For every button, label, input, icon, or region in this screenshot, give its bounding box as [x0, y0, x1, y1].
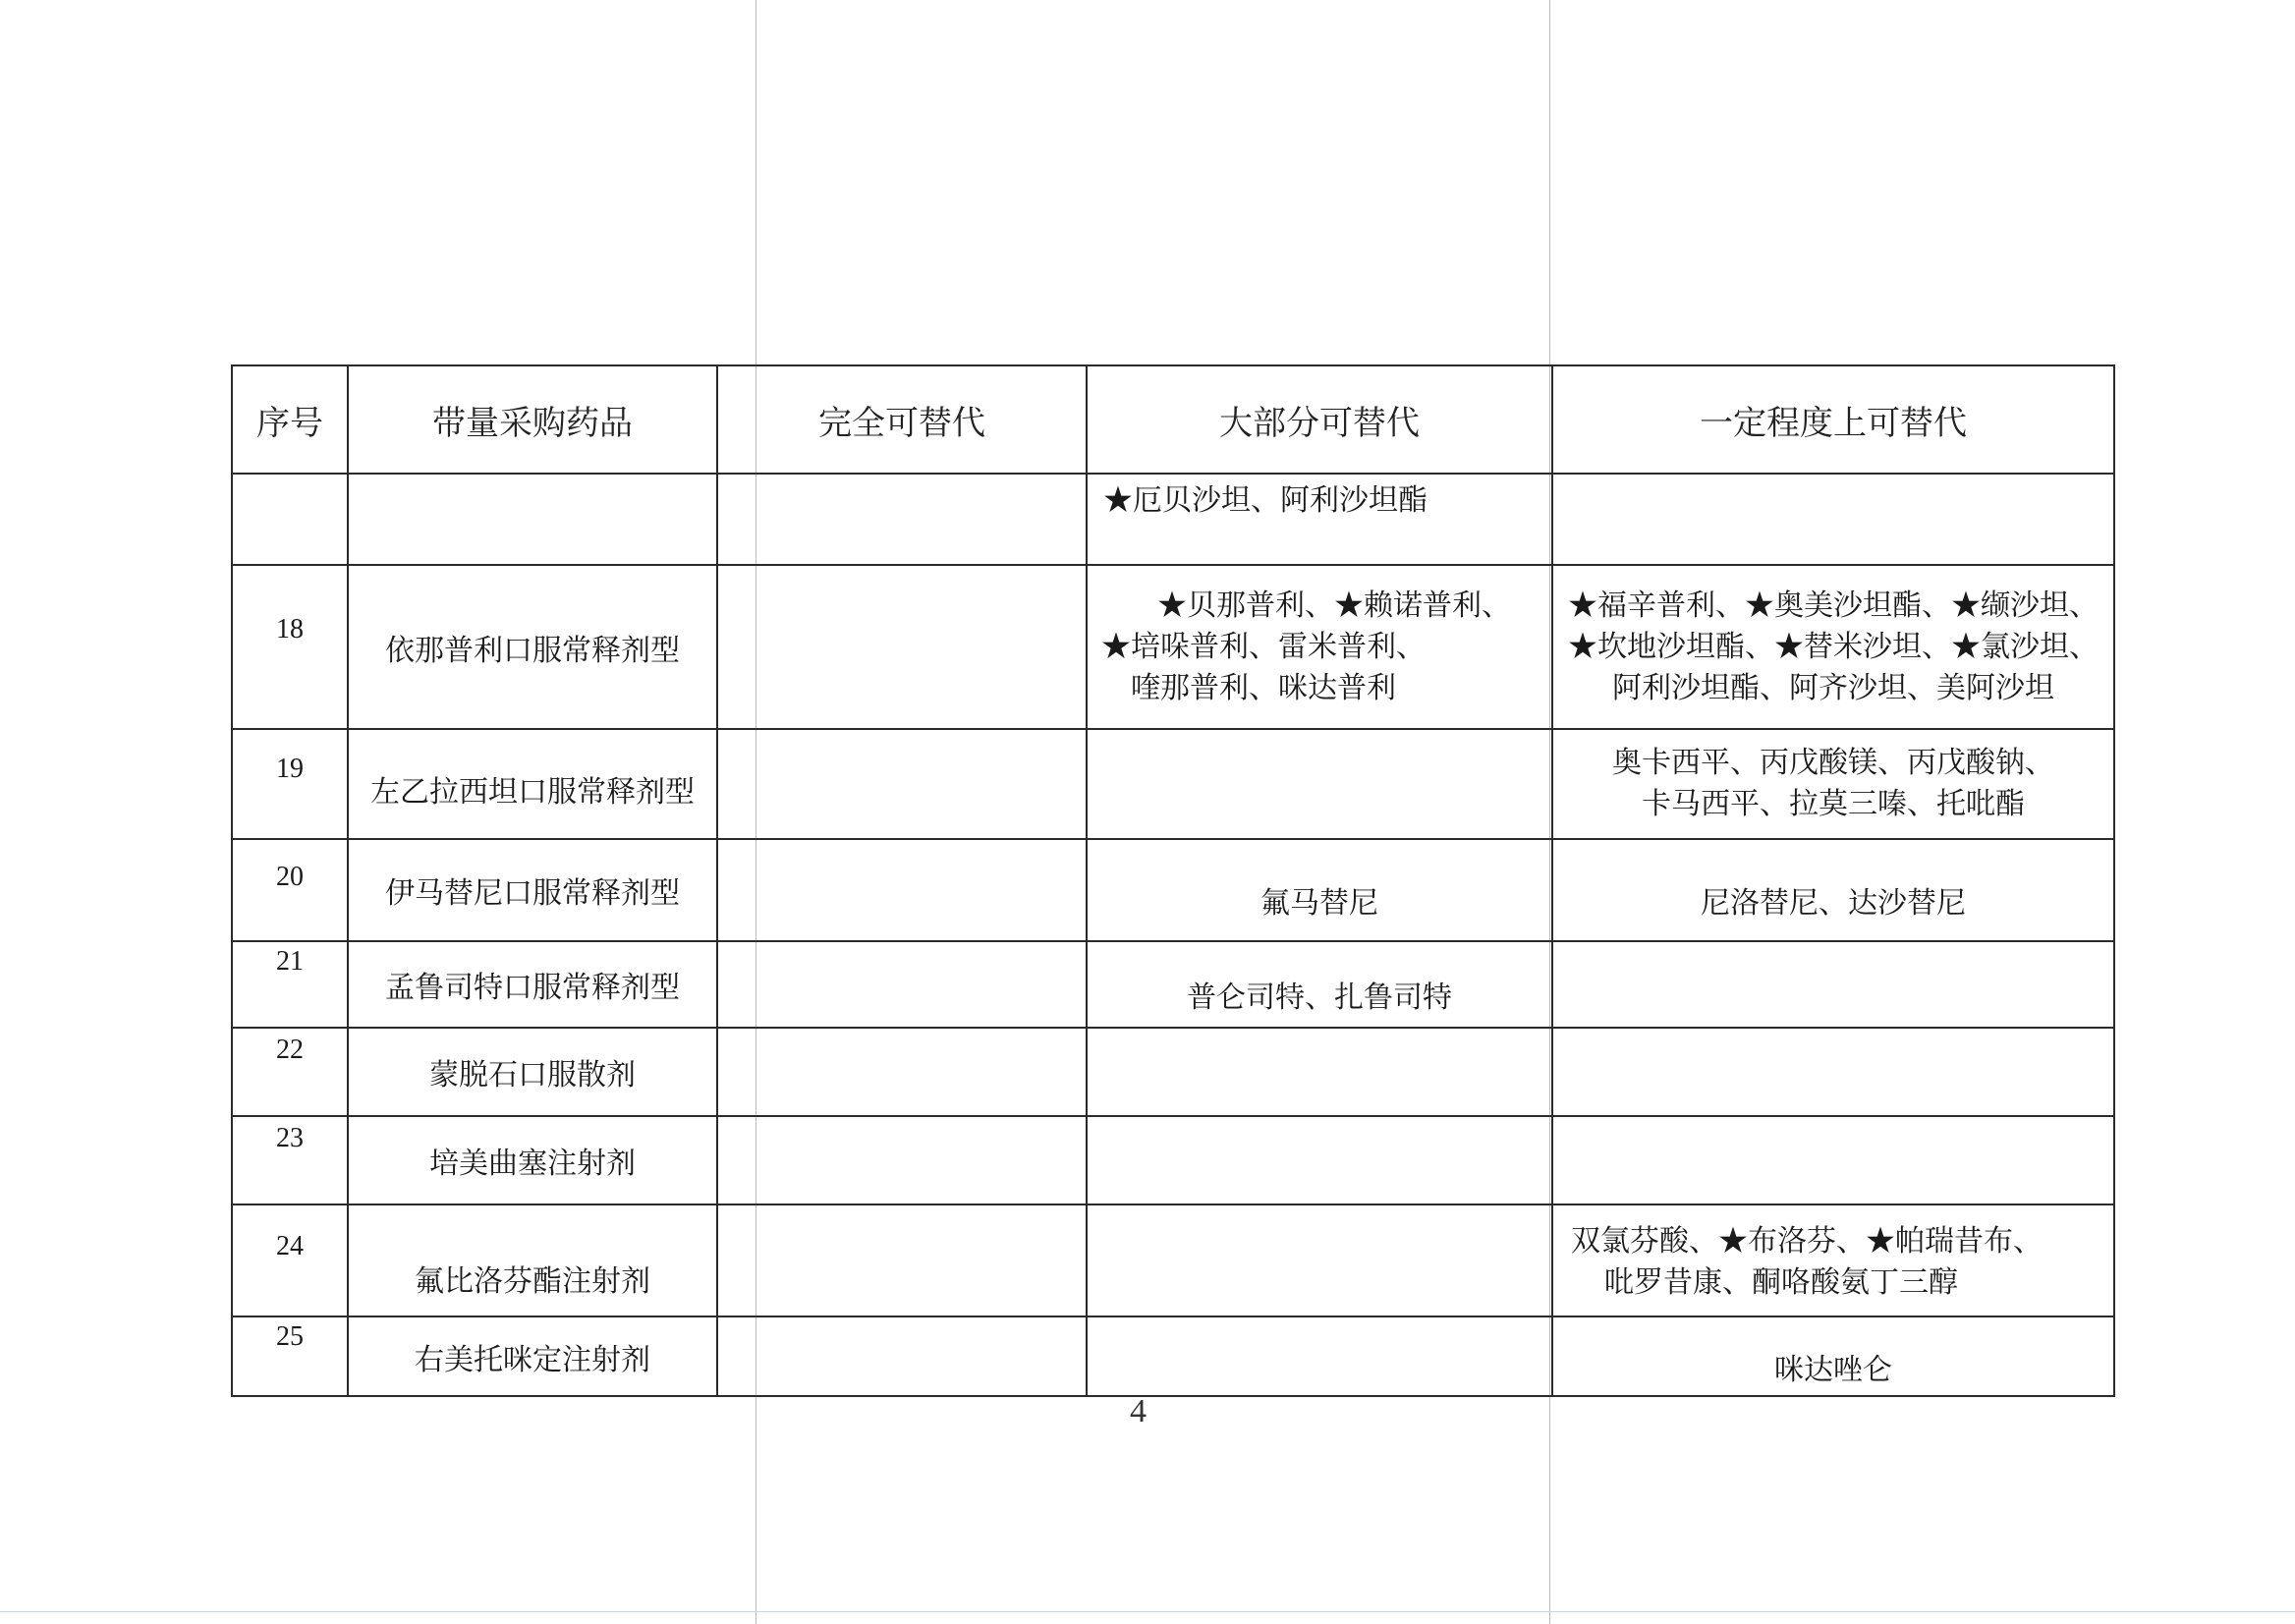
table-row: [232, 839, 2114, 941]
row-partial: [1552, 941, 2114, 1028]
row-drug: 左乙拉西坦口服常释剂型: [348, 729, 717, 839]
row-most: [1087, 941, 1552, 1028]
cell-line: 咪达唑仑: [1774, 1352, 1892, 1387]
row-drug: 依那普利口服常释剂型: [348, 565, 717, 729]
table-row: [232, 1316, 2114, 1396]
row-most: [1087, 729, 1552, 839]
substitution-table: [231, 364, 2115, 1397]
row-index: 19: [232, 729, 348, 839]
row-most: [1087, 839, 1552, 941]
cell-line: 吡罗昔康、酮咯酸氨丁三醇: [1604, 1265, 1958, 1300]
row-most: [1087, 474, 1552, 565]
row-most: [1087, 1116, 1552, 1204]
row-full: [717, 474, 1087, 565]
table-row: [232, 565, 2114, 729]
cell-line: 双氯芬酸、★布洛芬、★帕瑞昔布、: [1571, 1224, 2043, 1259]
row-most: [1087, 1028, 1552, 1116]
row-index: 20: [232, 839, 348, 941]
cell-line: ★贝那普利、★赖诺普利、: [1157, 588, 1511, 623]
cell-line: 尼洛替尼、达沙替尼: [1701, 886, 1966, 921]
col-header-most: 大部分可替代: [1087, 365, 1552, 474]
table-row: [232, 729, 2114, 839]
cell-line: 奥卡西平、丙戊酸镁、丙戊酸钠、: [1612, 746, 2054, 780]
row-full: [717, 1116, 1087, 1204]
cell-line: ★培哚普利、雷米普利、: [1101, 629, 1426, 664]
row-index: 22: [232, 1028, 348, 1116]
table-row: [232, 941, 2114, 1028]
row-most: [1087, 1204, 1552, 1316]
row-index: 25: [232, 1316, 348, 1396]
header-row: [232, 365, 2114, 474]
row-full: [717, 1028, 1087, 1116]
row-full: [717, 941, 1087, 1028]
cell-line: 氟马替尼: [1260, 886, 1378, 921]
guide-line: [0, 1611, 2295, 1612]
cell-line: 阿利沙坦酯、阿齐沙坦、美阿沙坦: [1612, 670, 2054, 705]
row-full: [717, 1204, 1087, 1316]
table-row: [232, 474, 2114, 565]
col-header-drug: 带量采购药品: [348, 365, 717, 474]
row-partial: [1552, 1028, 2114, 1116]
row-drug: 孟鲁司特口服常释剂型: [348, 941, 717, 1028]
row-partial: [1552, 1204, 2114, 1316]
cell-line: 普仑司特、扎鲁司特: [1187, 980, 1452, 1015]
row-full: [717, 1316, 1087, 1396]
row-drug: [348, 474, 717, 565]
table-row: [232, 1116, 2114, 1204]
row-most: [1087, 565, 1552, 729]
row-drug: 蒙脱石口服散剂: [348, 1028, 717, 1116]
row-index: 24: [232, 1204, 348, 1316]
row-index: [232, 474, 348, 565]
row-full: [717, 565, 1087, 729]
row-drug: 培美曲塞注射剂: [348, 1116, 717, 1204]
row-drug: 伊马替尼口服常释剂型: [348, 839, 717, 941]
cell-line: ★坎地沙坦酯、★替米沙坦、★氯沙坦、: [1568, 629, 2099, 664]
row-partial: [1552, 1116, 2114, 1204]
cell-line: ★厄贝沙坦、阿利沙坦酯: [1103, 483, 1427, 518]
row-most: [1087, 1316, 1552, 1396]
row-partial: [1552, 839, 2114, 941]
row-index: 18: [232, 565, 348, 729]
row-index: 21: [232, 941, 348, 1028]
row-full: [717, 729, 1087, 839]
row-drug: 右美托咪定注射剂: [348, 1316, 717, 1396]
col-header-index: 序号: [232, 365, 348, 474]
row-partial: [1552, 1316, 2114, 1396]
cell-line: ★福辛普利、★奥美沙坦酯、★缬沙坦、: [1568, 588, 2099, 623]
row-partial: [1552, 729, 2114, 839]
row-drug: 氟比洛芬酯注射剂: [348, 1204, 717, 1316]
cell-line: 喹那普利、咪达普利: [1131, 670, 1396, 705]
row-partial: [1552, 474, 2114, 565]
table-row: [232, 1028, 2114, 1116]
page-number: 4: [1130, 1393, 1147, 1429]
cell-line: 卡马西平、拉莫三嗪、托吡酯: [1642, 787, 2025, 821]
col-header-partial: 一定程度上可替代: [1552, 365, 2114, 474]
table-row: [232, 1204, 2114, 1316]
row-full: [717, 839, 1087, 941]
row-index: 23: [232, 1116, 348, 1204]
col-header-full: 完全可替代: [717, 365, 1087, 474]
row-partial: [1552, 565, 2114, 729]
